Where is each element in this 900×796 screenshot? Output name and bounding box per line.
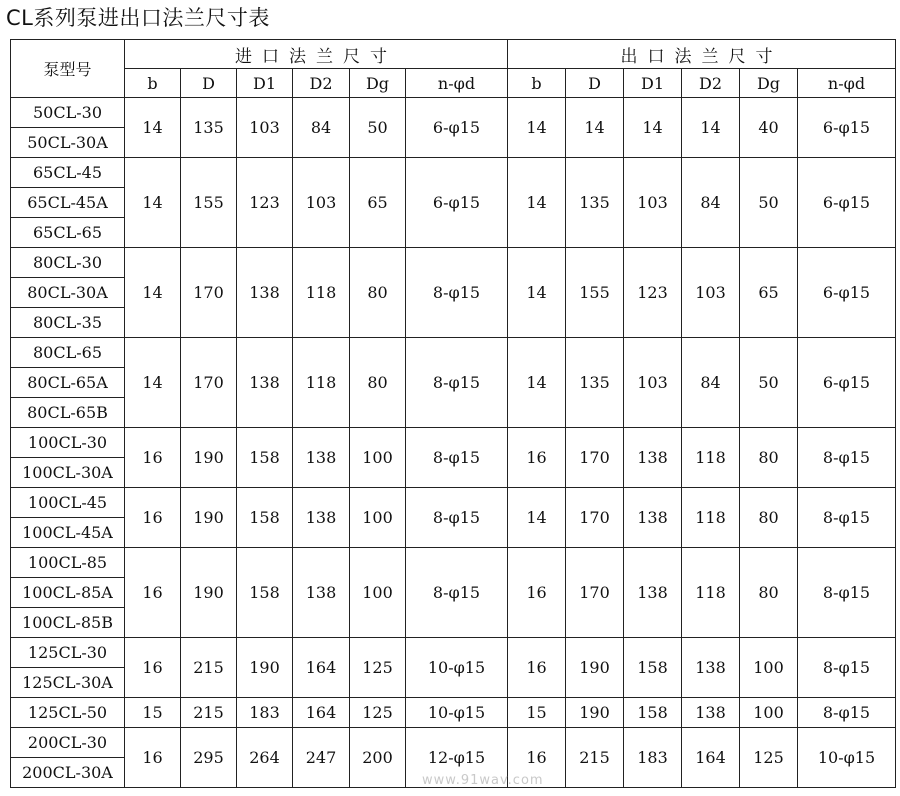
value-cell-inlet-d: 215 [181, 638, 237, 698]
value-cell-inlet-bolts: 8-φ15 [406, 548, 508, 638]
value-cell-outlet-b: 14 [508, 248, 566, 338]
inlet-flange-header: 进口法兰尺寸 [125, 40, 508, 69]
value-cell-inlet-d2: 118 [293, 248, 350, 338]
value-cell-outlet-bolts: 6-φ15 [798, 248, 896, 338]
value-cell-inlet-d1: 264 [237, 728, 293, 788]
model-cell: 80CL-30A [11, 278, 125, 308]
value-cell-outlet-b: 14 [508, 488, 566, 548]
value-cell-outlet-dg: 125 [740, 728, 798, 788]
value-cell-inlet-d1: 158 [237, 548, 293, 638]
model-header: 泵型号 [11, 40, 125, 98]
value-cell-outlet-b: 16 [508, 428, 566, 488]
value-cell-inlet-d: 190 [181, 428, 237, 488]
value-cell-inlet-d1: 103 [237, 98, 293, 158]
value-cell-outlet-d1: 138 [624, 488, 682, 548]
value-cell-outlet-d: 155 [566, 248, 624, 338]
value-cell-outlet-dg: 50 [740, 158, 798, 248]
value-cell-inlet-bolts: 10-φ15 [406, 638, 508, 698]
value-cell-outlet-dg: 80 [740, 488, 798, 548]
model-cell: 100CL-85B [11, 608, 125, 638]
value-cell-inlet-dg: 50 [350, 98, 406, 158]
value-cell-outlet-d1: 103 [624, 158, 682, 248]
page-title: CL系列泵进出口法兰尺寸表 [6, 6, 270, 30]
value-cell-inlet-d: 170 [181, 248, 237, 338]
value-cell-inlet-d1: 138 [237, 248, 293, 338]
column-header-row [11, 69, 896, 98]
table-row [11, 638, 896, 668]
value-cell-inlet-d1: 123 [237, 158, 293, 248]
value-cell-inlet-d1: 190 [237, 638, 293, 698]
model-cell: 100CL-30A [11, 458, 125, 488]
value-cell-inlet-d2: 164 [293, 638, 350, 698]
value-cell-outlet-dg: 65 [740, 248, 798, 338]
value-cell-inlet-d2: 164 [293, 698, 350, 728]
value-cell-inlet-d2: 118 [293, 338, 350, 428]
model-cell: 50CL-30A [11, 128, 125, 158]
col-header-outlet-bolts: n-φd [798, 69, 896, 98]
value-cell-inlet-d: 190 [181, 548, 237, 638]
value-cell-outlet-d1: 123 [624, 248, 682, 338]
value-cell-outlet-b: 16 [508, 728, 566, 788]
value-cell-outlet-dg: 40 [740, 98, 798, 158]
col-header-outlet-d: D [566, 69, 624, 98]
value-cell-outlet-d2: 118 [682, 428, 740, 488]
value-cell-inlet-dg: 100 [350, 548, 406, 638]
model-cell: 80CL-65B [11, 398, 125, 428]
value-cell-outlet-bolts: 8-φ15 [798, 428, 896, 488]
table-body [11, 98, 896, 788]
model-cell: 80CL-65 [11, 338, 125, 368]
value-cell-outlet-dg: 80 [740, 428, 798, 488]
model-cell: 200CL-30A [11, 758, 125, 788]
value-cell-inlet-b: 14 [125, 248, 181, 338]
value-cell-inlet-dg: 80 [350, 248, 406, 338]
col-header-inlet-dg: Dg [350, 69, 406, 98]
value-cell-outlet-d1: 158 [624, 638, 682, 698]
table-row [11, 98, 896, 128]
outlet-flange-header: 出口法兰尺寸 [508, 40, 896, 69]
value-cell-outlet-d: 14 [566, 98, 624, 158]
value-cell-inlet-d: 155 [181, 158, 237, 248]
value-cell-outlet-b: 16 [508, 638, 566, 698]
col-header-inlet-d2: D2 [293, 69, 350, 98]
value-cell-inlet-b: 16 [125, 728, 181, 788]
value-cell-outlet-d: 215 [566, 728, 624, 788]
value-cell-outlet-bolts: 6-φ15 [798, 158, 896, 248]
value-cell-inlet-dg: 65 [350, 158, 406, 248]
value-cell-outlet-d2: 84 [682, 338, 740, 428]
value-cell-inlet-b: 16 [125, 428, 181, 488]
value-cell-inlet-dg: 80 [350, 338, 406, 428]
col-header-inlet-d: D [181, 69, 237, 98]
table-row [11, 728, 896, 758]
value-cell-outlet-dg: 80 [740, 548, 798, 638]
value-cell-outlet-d2: 118 [682, 548, 740, 638]
model-cell: 125CL-30A [11, 668, 125, 698]
value-cell-outlet-d2: 138 [682, 638, 740, 698]
value-cell-inlet-bolts: 12-φ15 [406, 728, 508, 788]
model-cell: 50CL-30 [11, 98, 125, 128]
value-cell-inlet-b: 15 [125, 698, 181, 728]
value-cell-outlet-d: 135 [566, 158, 624, 248]
value-cell-inlet-dg: 125 [350, 638, 406, 698]
value-cell-inlet-d2: 138 [293, 428, 350, 488]
col-header-outlet-d1: D1 [624, 69, 682, 98]
value-cell-inlet-d: 215 [181, 698, 237, 728]
value-cell-outlet-d1: 158 [624, 698, 682, 728]
value-cell-inlet-bolts: 8-φ15 [406, 338, 508, 428]
value-cell-outlet-dg: 100 [740, 638, 798, 698]
value-cell-outlet-dg: 100 [740, 698, 798, 728]
value-cell-inlet-dg: 100 [350, 428, 406, 488]
value-cell-outlet-b: 15 [508, 698, 566, 728]
value-cell-outlet-d2: 103 [682, 248, 740, 338]
model-cell: 200CL-30 [11, 728, 125, 758]
value-cell-inlet-d: 135 [181, 98, 237, 158]
value-cell-inlet-b: 16 [125, 488, 181, 548]
value-cell-inlet-d2: 138 [293, 488, 350, 548]
value-cell-outlet-bolts: 6-φ15 [798, 98, 896, 158]
value-cell-inlet-dg: 100 [350, 488, 406, 548]
table-row [11, 548, 896, 578]
value-cell-inlet-d: 295 [181, 728, 237, 788]
value-cell-outlet-bolts: 8-φ15 [798, 488, 896, 548]
table-row [11, 248, 896, 278]
col-header-outlet-d2: D2 [682, 69, 740, 98]
value-cell-outlet-bolts: 8-φ15 [798, 548, 896, 638]
col-header-inlet-b: b [125, 69, 181, 98]
value-cell-outlet-d1: 103 [624, 338, 682, 428]
value-cell-outlet-b: 14 [508, 158, 566, 248]
col-header-outlet-b: b [508, 69, 566, 98]
value-cell-outlet-d2: 84 [682, 158, 740, 248]
model-cell: 80CL-30 [11, 248, 125, 278]
value-cell-inlet-d2: 84 [293, 98, 350, 158]
table-row [11, 338, 896, 368]
table-row [11, 488, 896, 518]
value-cell-inlet-bolts: 6-φ15 [406, 98, 508, 158]
table-row [11, 698, 896, 728]
value-cell-outlet-d1: 138 [624, 428, 682, 488]
value-cell-outlet-bolts: 8-φ15 [798, 638, 896, 698]
model-cell: 125CL-50 [11, 698, 125, 728]
value-cell-inlet-bolts: 8-φ15 [406, 248, 508, 338]
value-cell-outlet-d2: 138 [682, 698, 740, 728]
value-cell-outlet-b: 14 [508, 98, 566, 158]
value-cell-outlet-bolts: 10-φ15 [798, 728, 896, 788]
flange-size-table [10, 39, 896, 788]
value-cell-outlet-d1: 14 [624, 98, 682, 158]
value-cell-inlet-d: 190 [181, 488, 237, 548]
value-cell-inlet-b: 14 [125, 158, 181, 248]
value-cell-inlet-bolts: 8-φ15 [406, 488, 508, 548]
value-cell-inlet-dg: 125 [350, 698, 406, 728]
value-cell-outlet-d2: 14 [682, 98, 740, 158]
value-cell-outlet-bolts: 6-φ15 [798, 338, 896, 428]
value-cell-inlet-b: 14 [125, 338, 181, 428]
value-cell-inlet-d1: 183 [237, 698, 293, 728]
value-cell-inlet-b: 16 [125, 548, 181, 638]
col-header-outlet-dg: Dg [740, 69, 798, 98]
value-cell-inlet-b: 16 [125, 638, 181, 698]
model-cell: 100CL-85A [11, 578, 125, 608]
col-header-inlet-d1: D1 [237, 69, 293, 98]
model-cell: 100CL-85 [11, 548, 125, 578]
value-cell-inlet-d2: 138 [293, 548, 350, 638]
value-cell-inlet-bolts: 6-φ15 [406, 158, 508, 248]
col-header-inlet-bolts: n-φd [406, 69, 508, 98]
value-cell-outlet-d: 190 [566, 638, 624, 698]
value-cell-outlet-d: 170 [566, 488, 624, 548]
value-cell-inlet-d1: 158 [237, 428, 293, 488]
model-cell: 100CL-45A [11, 518, 125, 548]
value-cell-outlet-dg: 50 [740, 338, 798, 428]
model-cell: 65CL-45A [11, 188, 125, 218]
value-cell-outlet-d: 135 [566, 338, 624, 428]
model-cell: 125CL-30 [11, 638, 125, 668]
value-cell-inlet-bolts: 10-φ15 [406, 698, 508, 728]
model-cell: 80CL-65A [11, 368, 125, 398]
model-cell: 100CL-45 [11, 488, 125, 518]
value-cell-inlet-d: 170 [181, 338, 237, 428]
value-cell-inlet-d2: 103 [293, 158, 350, 248]
model-cell: 65CL-65 [11, 218, 125, 248]
value-cell-outlet-bolts: 8-φ15 [798, 698, 896, 728]
value-cell-inlet-b: 14 [125, 98, 181, 158]
table-row [11, 158, 896, 188]
model-cell: 100CL-30 [11, 428, 125, 458]
watermark: www.91wav.com [422, 773, 544, 788]
value-cell-inlet-d2: 247 [293, 728, 350, 788]
table-row [11, 428, 896, 458]
model-cell: 80CL-35 [11, 308, 125, 338]
value-cell-outlet-d2: 164 [682, 728, 740, 788]
value-cell-outlet-d2: 118 [682, 488, 740, 548]
value-cell-inlet-d1: 158 [237, 488, 293, 548]
value-cell-inlet-dg: 200 [350, 728, 406, 788]
model-cell: 65CL-45 [11, 158, 125, 188]
value-cell-inlet-d1: 138 [237, 338, 293, 428]
value-cell-outlet-d: 170 [566, 548, 624, 638]
value-cell-outlet-d: 190 [566, 698, 624, 728]
value-cell-outlet-d1: 183 [624, 728, 682, 788]
value-cell-outlet-d: 170 [566, 428, 624, 488]
value-cell-outlet-b: 16 [508, 548, 566, 638]
value-cell-outlet-b: 14 [508, 338, 566, 428]
value-cell-outlet-d1: 138 [624, 548, 682, 638]
value-cell-inlet-bolts: 8-φ15 [406, 428, 508, 488]
